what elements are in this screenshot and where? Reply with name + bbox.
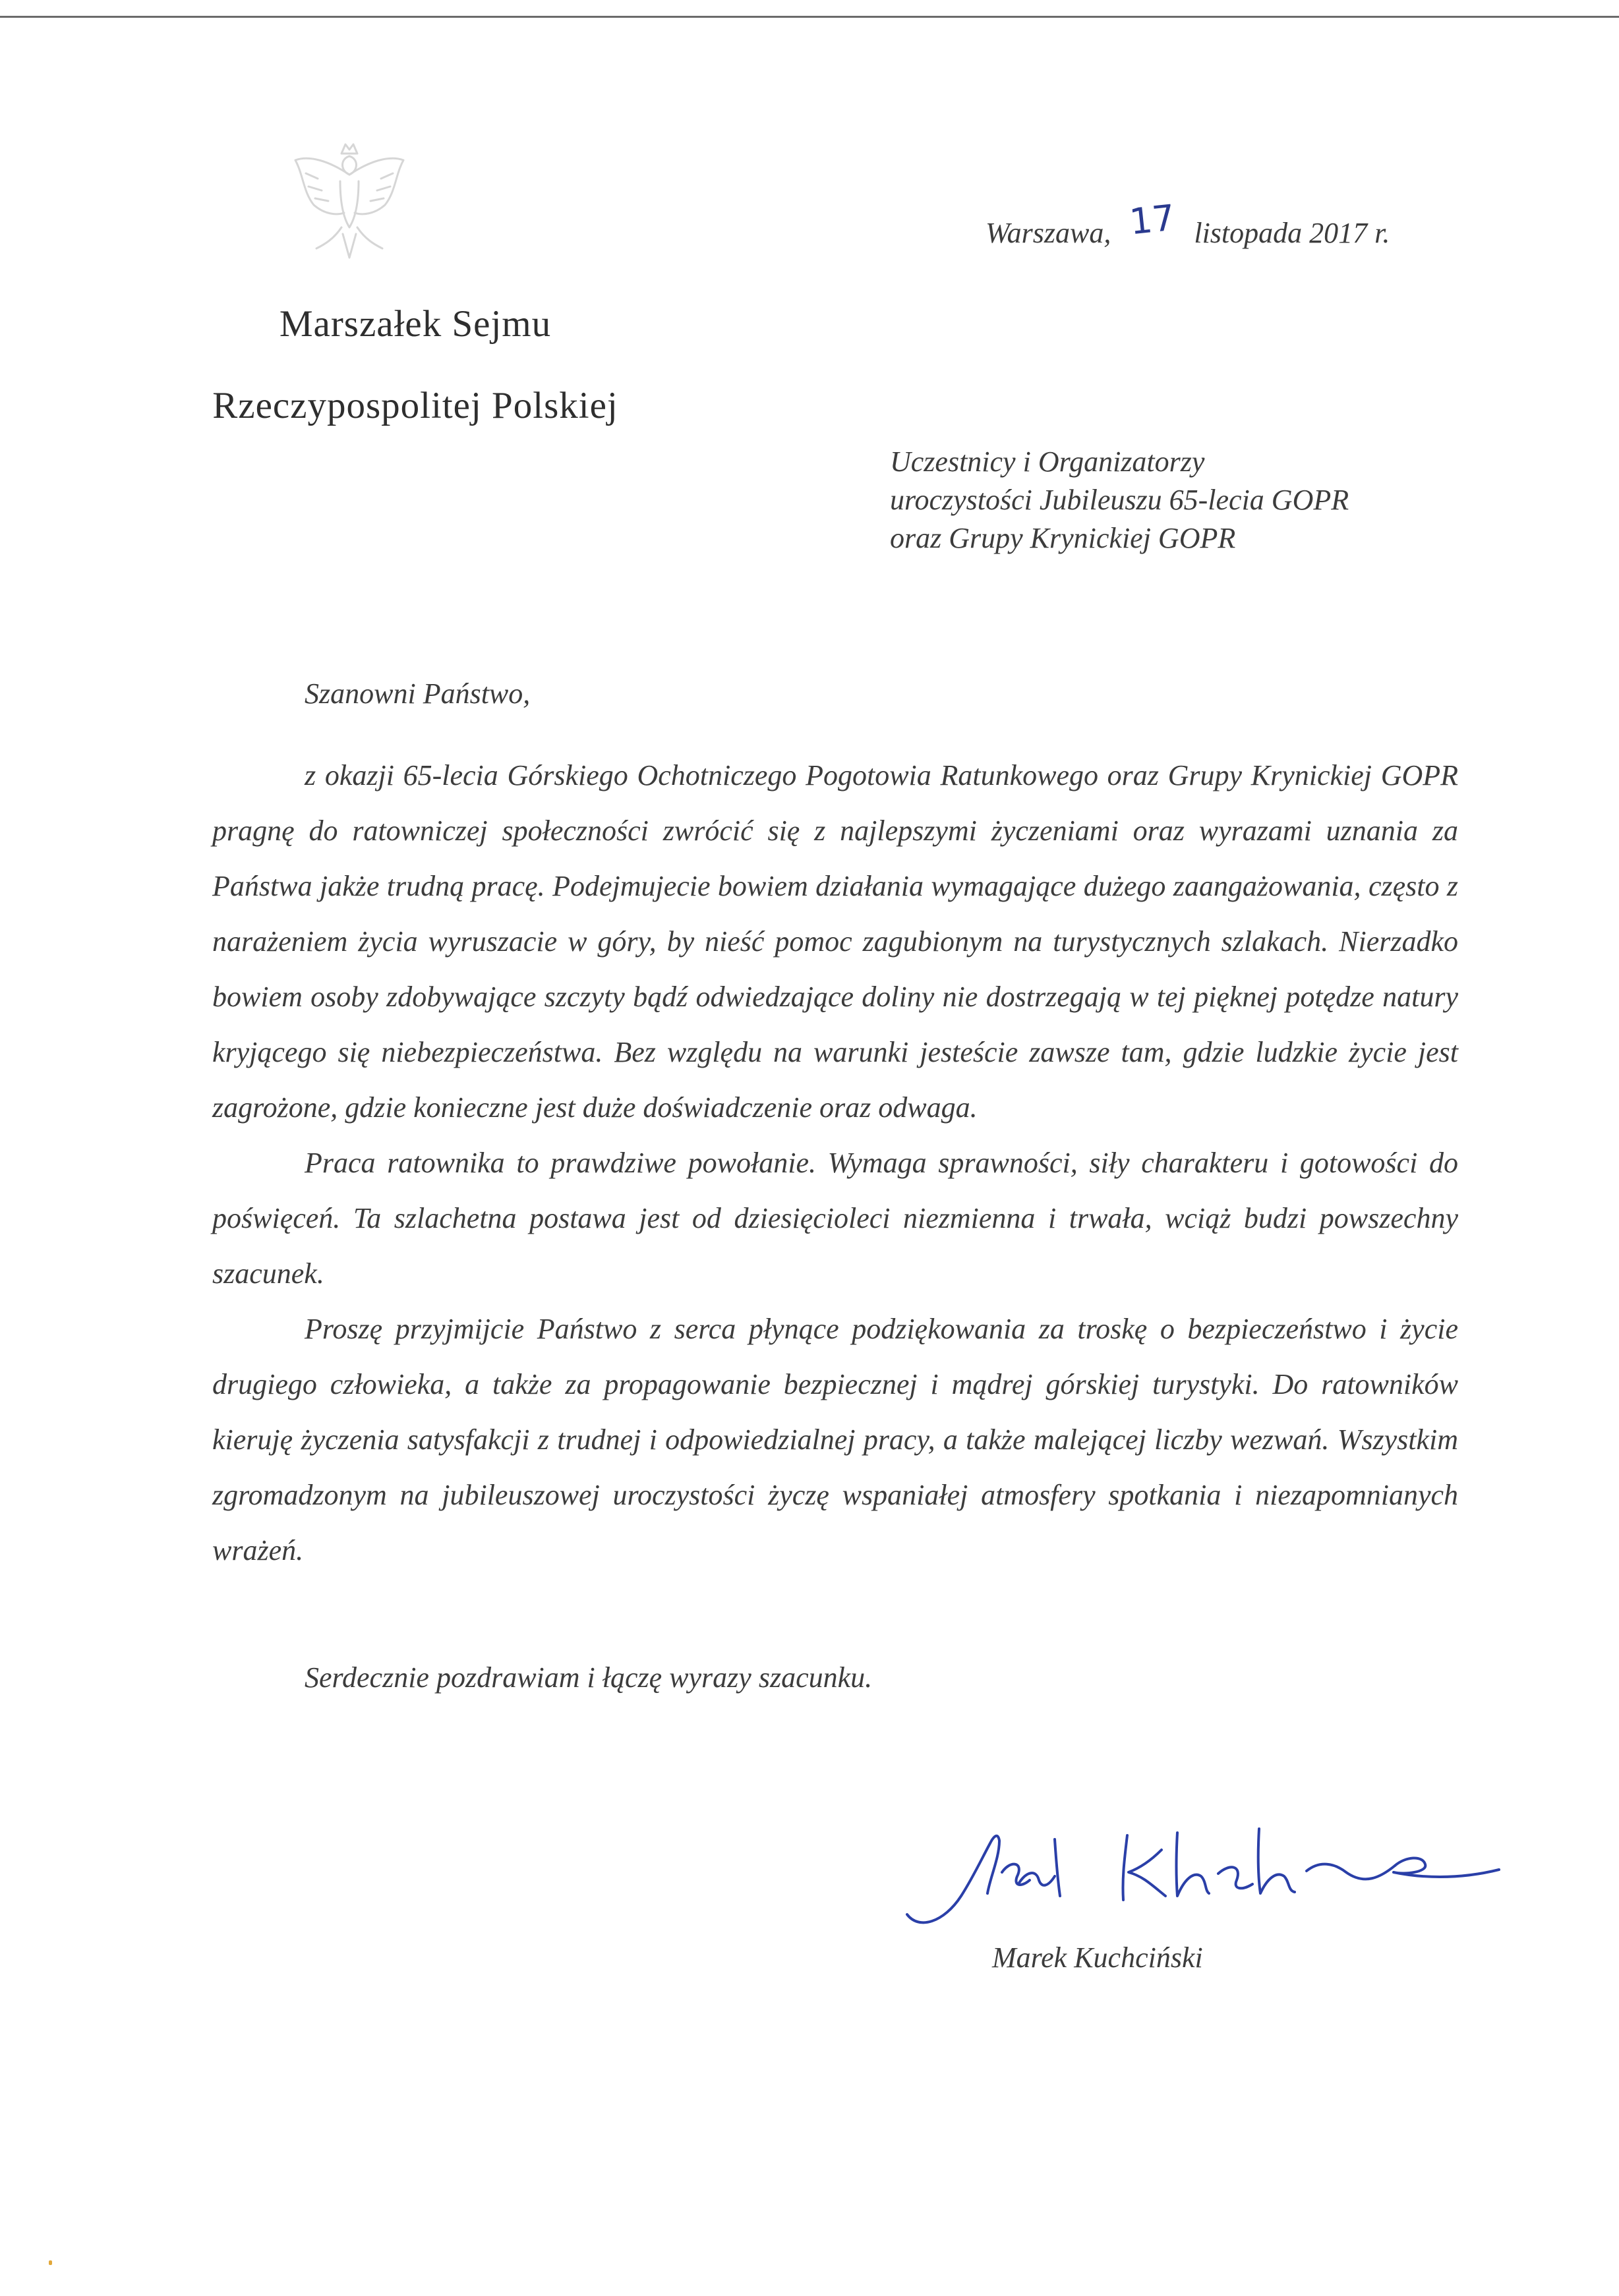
scan-top-edge	[0, 0, 1619, 18]
salutation: Szanowni Państwo,	[305, 677, 531, 710]
polish-eagle-icon	[283, 135, 415, 264]
scan-speck	[49, 2260, 52, 2265]
sender-title: Marszałek Sejmu	[279, 303, 552, 345]
recipient-line: oraz Grupy Krynickiej GOPR	[890, 522, 1236, 554]
recipient-line: uroczystości Jubileuszu 65-lecia GOPR	[890, 484, 1349, 516]
letter-body	[212, 748, 1458, 1578]
body-paragraph: Praca ratownika to prawdziwe powołanie. Wymaga sprawności, siły charakteru i gotowości do poświęceń. Ta szlachetna postawa jest od dziesięcioleci niezmienna i trwała, wciąż budzi powszechny szacunek.	[212, 1147, 1458, 1290]
date-line	[986, 196, 1460, 251]
date-day-handwritten: 17	[1127, 196, 1177, 243]
recipients-block	[890, 443, 1516, 558]
date-month-year: listopada 2017 r.	[1194, 217, 1390, 249]
date-city: Warszawa,	[986, 217, 1111, 249]
sender-country: Rzeczypospolitej Polskiej	[212, 385, 618, 426]
body-paragraph: Proszę przyjmijcie Państwo z serca płynące podziękowania za troskę o bezpieczeństwo i życie drugiego człowieka, a także za propagowanie bezpiecznej i mądrej górskiej turystyki. Do ratowników kieruję życzenia satysfakcji z trudnej i odpowiedzialnej pracy, a także malejącej liczby wezwań. Wszystkim zgromadzonym na jubileuszowej uroczystości życzę wspaniałej atmosfery spotkania i niezapomnianych wrażeń.	[212, 1313, 1458, 1566]
recipient-line: Uczestnicy i Organizatorzy	[890, 445, 1205, 478]
letterhead-sender	[132, 283, 699, 447]
signer-name: Marek Kuchciński	[992, 1941, 1203, 1974]
handwritten-signature	[903, 1809, 1503, 1941]
closing-line: Serdecznie pozdrawiam i łączę wyrazy szacunku.	[305, 1661, 873, 1694]
body-paragraph: z okazji 65-lecia Górskiego Ochotniczego Pogotowia Ratunkowego oraz Grupy Krynickiej GOPR pragnę do ratowniczej społeczności zwrócić się z najlepszymi życzeniami oraz wyrazami uznania za Państwa jakże trudną pracę. Podejmujecie bowiem działania wymagające dużego zaangażowania, często z narażeniem życia wyruszacie w góry, by nieść pomoc zagubionym na turystycznych szlakach. Nierzadko bowiem osoby zdobywające szczyty bądź odwiedzające doliny nie dostrzegają w tej pięknej potędze natury kryjącego się niebezpieczeństwa. Bez względu na warunki jesteście zawsze tam, gdzie ludzkie życie jest zagrożone, gdzie konieczne jest duże doświadczenie oraz odwaga.	[212, 759, 1458, 1124]
